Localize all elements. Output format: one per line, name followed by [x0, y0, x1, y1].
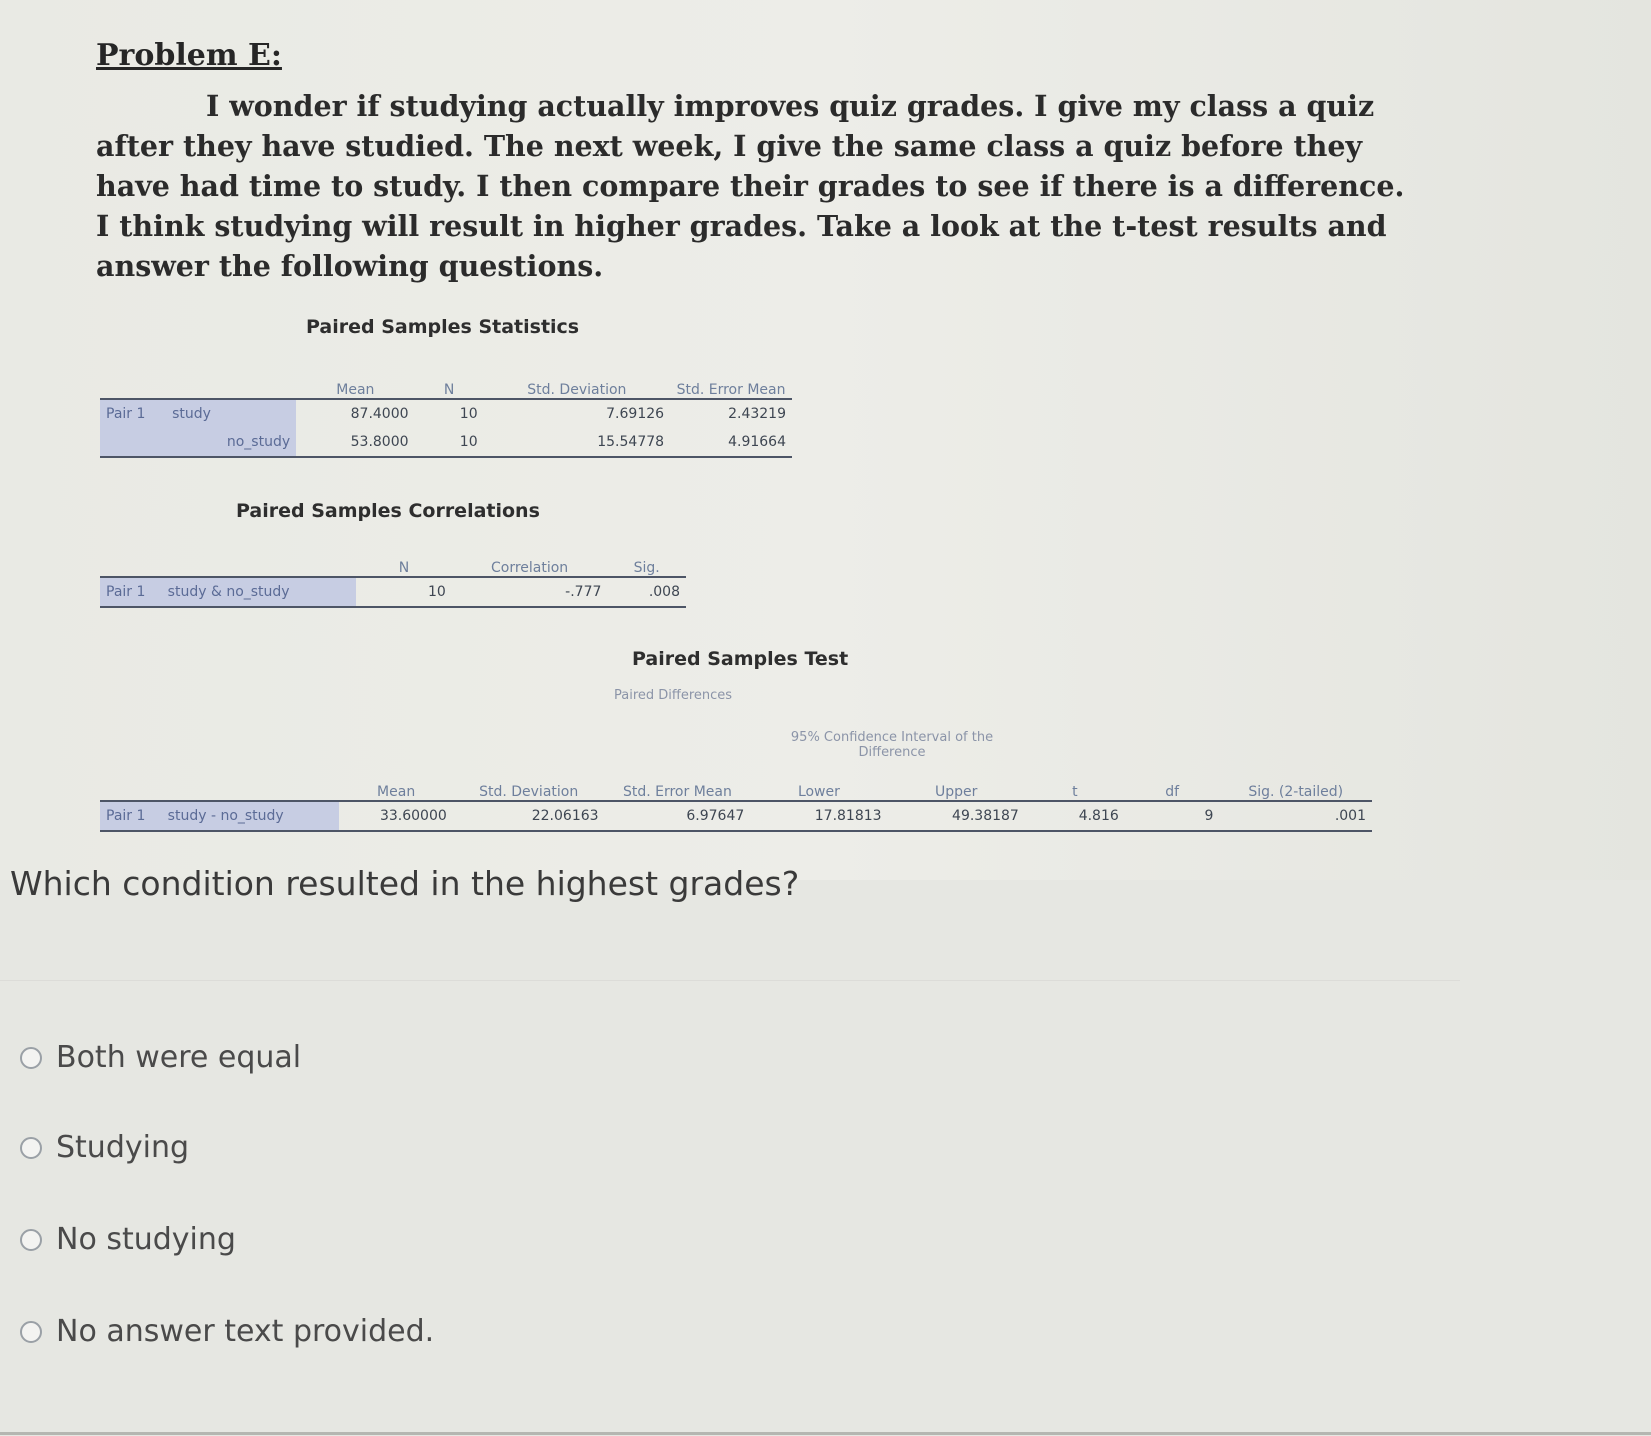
cell-se: 2.43219	[670, 399, 792, 428]
corr-table-title: Paired Samples Correlations	[236, 500, 540, 522]
col-header: Upper	[935, 784, 978, 800]
cell-mean: 33.60000	[339, 801, 452, 831]
radio-button[interactable]	[20, 1321, 42, 1343]
col-header: Std. Error Mean	[676, 382, 786, 398]
option-studying[interactable]	[20, 1130, 189, 1165]
option-label: No studying	[56, 1222, 236, 1257]
row-label: study & no_study	[167, 584, 290, 600]
table-row	[100, 801, 1372, 831]
group-header: Paired Differences	[614, 688, 733, 703]
cell-n: 10	[415, 399, 484, 428]
col-header: Mean	[336, 382, 375, 398]
col-header: Lower	[797, 784, 840, 800]
table-row	[100, 577, 686, 607]
col-header: N	[443, 382, 455, 398]
stats-table-title: Paired Samples Statistics	[306, 316, 580, 338]
problem-text: I wonder if studying actually improves quiz grades. I give my class a quiz after they have studied. The next week, I give the same class a quiz before they have had time to study. I then compare their grades to see if there is a difference. I think studying will result in higher grades. Take a look at the t-test results and answer the following questions.	[96, 89, 1405, 283]
option-no-studying[interactable]	[20, 1222, 236, 1257]
col-header: Correlation	[490, 560, 569, 576]
cell-upper: 49.38187	[888, 801, 1025, 831]
col-header: df	[1165, 784, 1180, 800]
cell-se: 6.97647	[605, 801, 751, 831]
pair-label: Pair 1	[106, 808, 146, 824]
test-table-title: Paired Samples Test	[632, 648, 849, 670]
cell-sig: .008	[607, 577, 686, 607]
col-header: Std. Error Mean	[622, 784, 732, 800]
cell-mean: 87.4000	[296, 399, 414, 428]
test-table	[100, 772, 1372, 832]
table-row	[100, 428, 792, 457]
cell-sd: 7.69126	[484, 399, 670, 428]
col-header: t	[1072, 784, 1078, 800]
option-both-equal[interactable]	[20, 1040, 301, 1075]
cell-mean: 53.8000	[296, 428, 414, 457]
cell-sd: 22.06163	[453, 801, 605, 831]
divider	[0, 980, 1460, 981]
stats-table	[100, 370, 792, 458]
question-text: Which condition resulted in the highest grades?	[10, 864, 800, 903]
radio-button[interactable]	[20, 1137, 42, 1159]
cell-sd: 15.54778	[484, 428, 670, 457]
problem-title: Problem E:	[96, 38, 282, 73]
row-label: study - no_study	[167, 808, 284, 824]
col-header: Mean	[377, 784, 416, 800]
cell-lower: 17.81813	[750, 801, 887, 831]
pair-label: Pair 1	[106, 584, 146, 600]
cell-n: 10	[356, 577, 452, 607]
bottom-border	[0, 1432, 1651, 1435]
cell-n: 10	[415, 428, 484, 457]
option-label: Studying	[56, 1130, 190, 1165]
cell-t: 4.816	[1025, 801, 1125, 831]
pair-label: Pair 1	[106, 406, 146, 422]
col-header: Sig.	[633, 560, 660, 576]
option-label: No answer text provided.	[56, 1314, 435, 1349]
ci-header: 95% Confidence Interval of the Difference	[790, 730, 994, 760]
cell-se: 4.91664	[670, 428, 792, 457]
row-label: no_study	[100, 428, 296, 457]
col-header: Std. Deviation	[527, 382, 627, 398]
col-header: Std. Deviation	[479, 784, 579, 800]
radio-button[interactable]	[20, 1047, 42, 1069]
option-no-answer[interactable]	[20, 1314, 434, 1349]
cell-corr: -.777	[452, 577, 608, 607]
option-label: Both were equal	[56, 1040, 302, 1075]
table-row	[100, 399, 792, 428]
radio-button[interactable]	[20, 1229, 42, 1251]
corr-table	[100, 548, 686, 608]
cell-sig: .001	[1219, 801, 1372, 831]
col-header: Sig. (2-tailed)	[1248, 784, 1344, 800]
row-label: study	[172, 406, 211, 422]
cell-df: 9	[1125, 801, 1220, 831]
col-header: N	[398, 560, 410, 576]
